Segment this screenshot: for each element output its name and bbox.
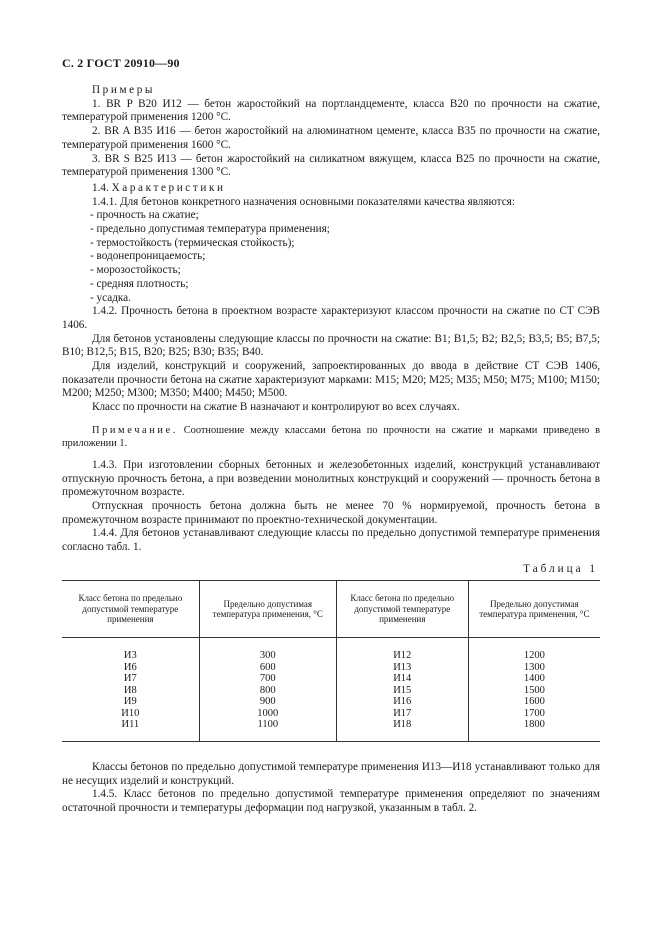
column-header: Предельно допустимая температура применения, °С <box>199 581 336 638</box>
example-item: 1. BR P B20 И12 — бетон жаростойкий на портландцементе, класса В20 по прочности на сжатие, температурой применения 1200 °С. <box>62 97 600 124</box>
paragraph: 1.4.4. Для бетонов устанавливают следующие классы по предельно допустимой температуре применения согласно табл. 1. <box>62 527 600 554</box>
paragraph: 1.4.3. При изготовлении сборных бетонных и железобетонных изделий, конструкций устанавливают отпускную прочность бетона, а при возведении монолитных конструкций и сооружений — прочность бетона в промежуточном возрасте. <box>62 458 600 499</box>
page-header: С. 2 ГОСТ 20910—90 <box>62 56 180 70</box>
example-item: 3. BR S B25 И13 — бетон жаростойкий на силикатном вяжущем, класса В25 по прочности на сжатие, температурой применения 1300 °С. <box>62 152 600 179</box>
column-header: Класс бетона по предельно допустимой температуре применения <box>62 581 199 638</box>
column-header: Класс бетона по предельно допустимой температуре применения <box>336 581 468 638</box>
temperature-column: 1200 1300 1400 1500 1600 1700 1800 <box>468 638 600 742</box>
list-item: - усадка. <box>90 291 131 304</box>
list-item: - морозостойкость; <box>90 264 181 277</box>
list-item: - термостойкость (термическая стойкость); <box>90 236 295 249</box>
table-header-row <box>62 581 600 638</box>
note-text: Соотношение между классами бетона по прочности на сжатие и марками приведено в приложении 1. <box>62 424 600 449</box>
list-item: - водонепроницаемость; <box>90 250 206 263</box>
temperature-column: 300 600 700 800 900 1000 1100 <box>199 638 336 742</box>
section-heading <box>62 182 600 196</box>
paragraph: 1.4.1. Для бетонов конкретного назначения основными показателями качества являются: <box>92 195 515 208</box>
examples-block <box>62 84 600 555</box>
after-table-block <box>62 761 600 816</box>
note <box>62 424 600 450</box>
examples-heading: Примеры <box>92 84 156 96</box>
column-header: Предельно допустимая температура применения, °С <box>468 581 600 638</box>
table-1 <box>62 580 600 742</box>
list-item: - предельно допустимая температура применения; <box>90 223 330 236</box>
list-item: - средняя плотность; <box>90 277 189 290</box>
class-column: И3 И6 И7 И8 И9 И10 И11 <box>62 638 199 742</box>
table-caption: Таблица 1 <box>523 563 598 575</box>
paragraph: 1.4.2. Прочность бетона в проектном возрасте характеризуют классом прочности на сжатие по СТ СЭВ 1406. <box>62 305 600 331</box>
paragraph: Для бетонов установлены следующие классы по прочности на сжатие: В1; В1,5; В2; В2,5; В3,5; В5; В7,5; В10; В12,5; В15, В20; В25; В30; В35; В40. <box>62 332 600 359</box>
example-item: 2. BR A B35 И16 — бетон жаростойкий на алюминатном цементе, класса В35 по прочности на сжатие, температурой применения 1600 °С. <box>62 125 600 151</box>
paragraph: Для изделий, конструкций и сооружений, запроектированных до ввода в действие СТ СЭВ 1406, показатели прочности бетона на сжатие характеризуют марками: М15; М20; М25; М35; М50; М75; М100; М150; М200; М250; М300; М350; М400; М450; М500. <box>62 360 600 400</box>
note-label: Примечание. <box>92 424 178 436</box>
paragraph: Класс по прочности на сжатие В назначают и контролируют во всех случаях. <box>92 401 460 414</box>
section-number: 1.4. <box>92 181 109 194</box>
section-title: Характеристики <box>111 181 226 194</box>
paragraph: Отпускная прочность бетона должна быть не менее 70 % нормируемой, прочность бетона в промежуточном возрасте принимают по проектно-технической документации. <box>62 499 600 526</box>
paragraph: Классы бетонов по предельно допустимой температуре применения И13—И18 устанавливают только для не несущих изделий и конструкций. <box>62 761 600 787</box>
table-row <box>62 638 600 742</box>
paragraph: 1.4.5. Класс бетонов по предельно допустимой температуре применения определяют по значениям остаточной прочности и температуры деформации под нагрузкой, указанным в табл. 2. <box>62 788 600 815</box>
list-item: - прочность на сжатие; <box>90 209 199 222</box>
class-column: И12 И13 И14 И15 И16 И17 И18 <box>336 638 468 742</box>
